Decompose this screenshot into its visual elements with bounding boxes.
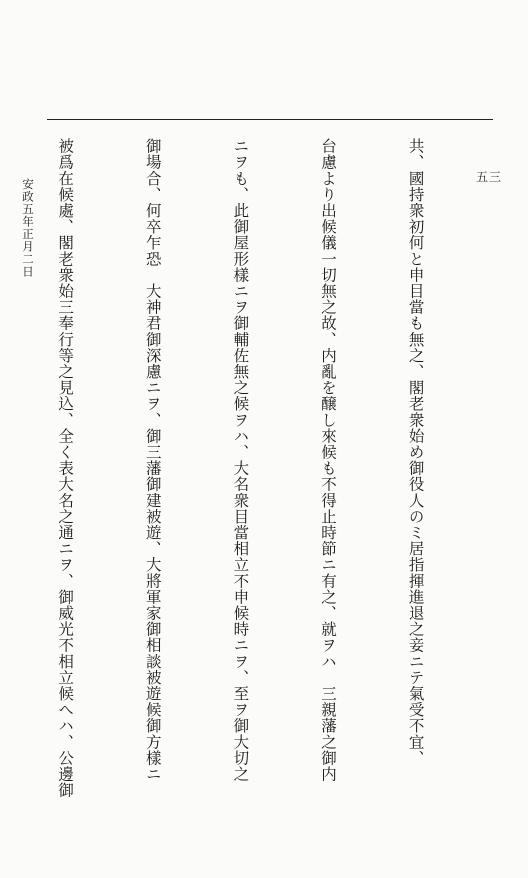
page-number: 五三 [476, 170, 503, 184]
text-column: 被爲在候處、閣老衆始三奉行等之見込、全く表大名之通ニヲ、御威光不相立候へハ、公邊御 [56, 138, 75, 799]
text-column: ニヲも、此御屋形樣ニヲ御輔佐無之候ヲハ、大名衆目當相立不申候時ニヲ、至ヲ御大切之 [231, 138, 250, 782]
text-column: 共、國持衆初何と申目當も無之、閣老衆始め御役人のミ居指揮進退之妾ニテ氣受不宜、 [406, 138, 425, 766]
text-column: 台慮より出候儀一切無之故、内亂を醸し來候も不得止時節ニ有之、就ヲハ 三親藩之御内 [318, 138, 337, 782]
text-column: 御場合、何卒乍恐 大神君御深慮ニヲ、御三藩御建被遊、大將軍家御相談被遊候御方樣ニ [143, 138, 162, 782]
body-text [56, 138, 488, 799]
header-rule [47, 119, 493, 120]
running-header-date: 安政五年正月二日 [21, 178, 35, 278]
